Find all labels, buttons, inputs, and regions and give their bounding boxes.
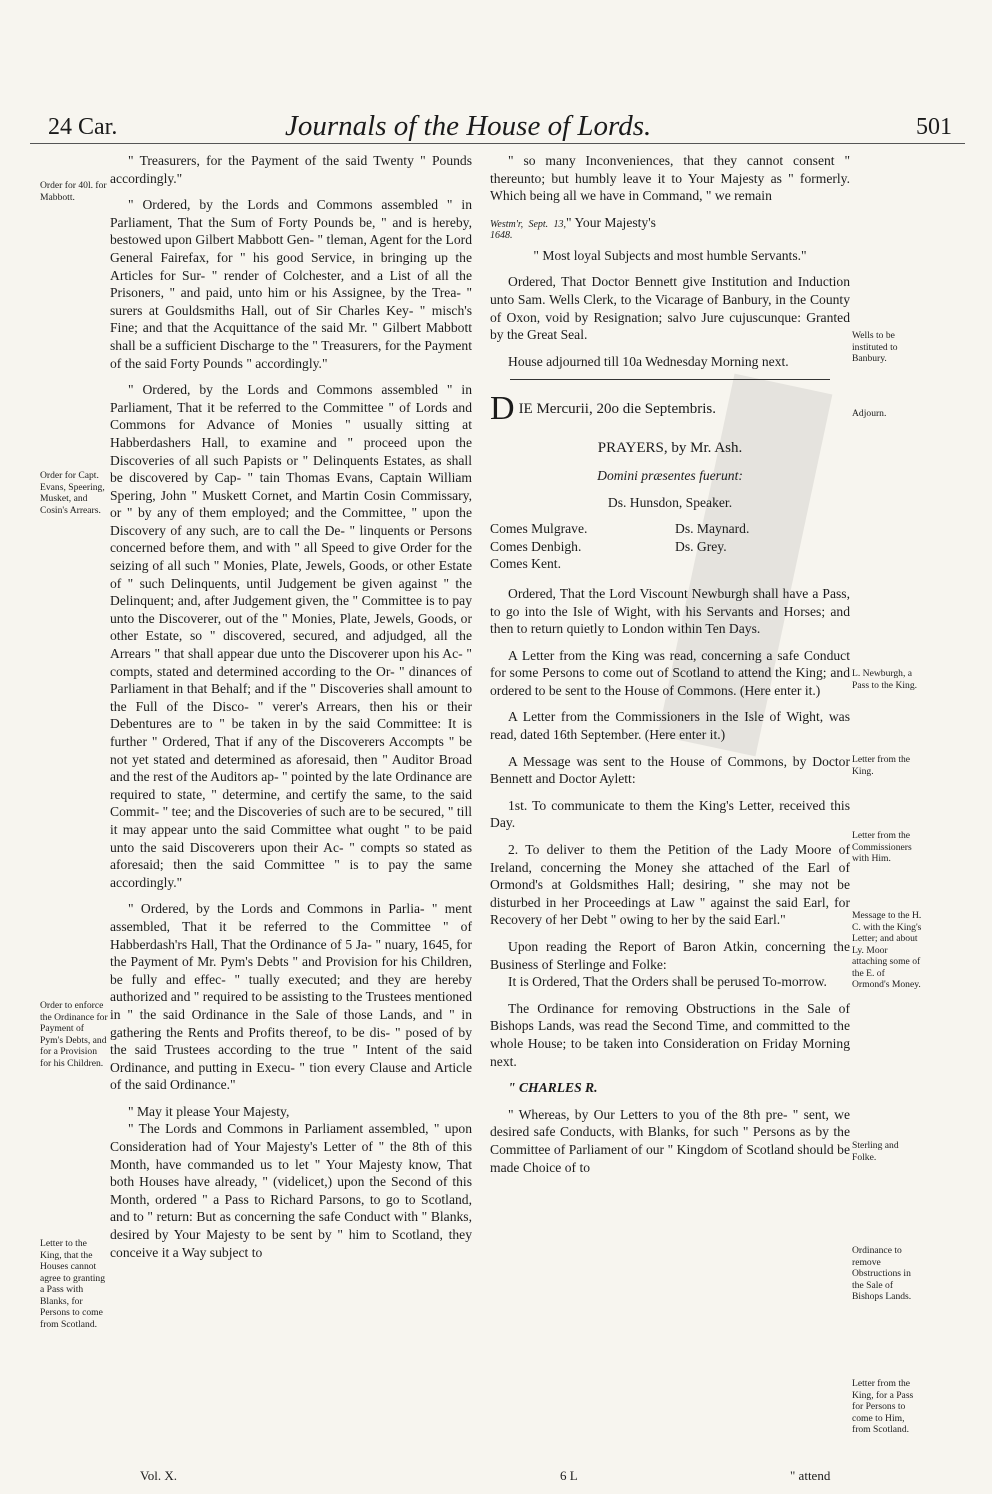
page-number: 501 <box>916 114 952 140</box>
dateline <box>490 214 850 241</box>
margin-note: Letter from the Commissioners with Him. <box>852 830 912 864</box>
attendee: Comes Denbigh. <box>490 538 582 554</box>
attendance-col-right <box>675 520 749 573</box>
paragraph: 1st. To communicate to them the King's Letter, received this Day. <box>490 797 850 831</box>
margin-note: Order for Capt. Evans, Speering, Musket, and Cosin's Arrears. <box>40 470 105 516</box>
volume-mark: Vol. X. <box>140 1468 177 1483</box>
attendee: Ds. Maynard. <box>675 521 750 537</box>
section-rule <box>510 379 830 380</box>
signature-mark: 6 L <box>560 1468 578 1483</box>
paragraph: " Treasurers, for the Payment of the said Twenty " Pounds accordingly." <box>110 153 472 186</box>
attendee: Comes Mulgrave. <box>490 521 588 537</box>
right-column <box>490 152 850 1185</box>
margin-note: Order to enforce the Ordinance for Payment of Pym's Debts, and for a Provision for his Children. <box>40 1000 108 1069</box>
closing-line: " Your Majesty's <box>566 214 656 230</box>
paragraph: A Letter from the Commissioners in the Isle of Wight, was read, dated 16th September. (Here enter it.) <box>490 709 850 743</box>
margin-note: Letter from the King, for a Pass for Persons to come to Him, from Scotland. <box>852 1378 914 1435</box>
attendance-heading: Domini præsentes fuerunt: <box>597 467 743 483</box>
margin-note: Ordinance to remove Obstructions in the Sale of Bishops Lands. <box>852 1245 912 1302</box>
paragraph: The Ordinance for removing Obstructions in the Sale of Bishops Lands, was read the Second Time, and committed to the whole House; to be taken into Consideration on Friday Morning next. <box>490 1000 850 1069</box>
margin-note: L. Newburgh, a Pass to the King. <box>852 668 918 691</box>
paragraph: Ordered, That the Lord Viscount Newburgh shall have a Pass, to go into the Isle of Wight, with his Servants and Horses; and then to return quietly to London within Ten Days. <box>490 585 850 637</box>
catchword: " attend <box>790 1468 831 1483</box>
margin-note: Sterling and Folke. <box>852 1140 899 1163</box>
attendee: Comes Kent. <box>490 556 561 572</box>
paragraph: Upon reading the Report of Baron Atkin, concerning the Business of Sterlinge and Folke: <box>490 939 850 972</box>
attendee: Ds. Grey. <box>675 538 727 554</box>
attendance-list <box>490 520 850 573</box>
paragraph: " so many Inconveniences, that they cannot consent " thereunto; but humbly leave it to Your Majesty as " formerly. Which being all we have in Command, " we remain <box>490 153 850 204</box>
margin-note: Message to the H. C. with the King's Letter; and about Ly. Moor attaching some of the E. of Ormond's Money. <box>852 910 922 990</box>
margin-note: Adjourn. <box>852 408 887 419</box>
margin-note: Letter from the King. <box>852 754 911 777</box>
header-rule <box>30 143 965 144</box>
signature-line: " Most loyal Subjects and most humble Servants." <box>533 247 807 263</box>
paragraph: " Ordered, by the Lords and Commons in Parlia- " ment assembled, That it be referred to the Committee " of Habberdash'rs Hall, That the Ordinance of 5 Ja- " nuary, 1645, for the Payment of Mr. Pym's Debts " and Provision for his Children, be fully and effec- " tually executed; and they are hereby authorized and " required to be assisting to the Trustees mentioned in " the said Ordinance in the Sale of those Lands, and " in gathering the Rents and Profits thereof, to be dis- " posed of by the said Trustees according to the true " Intent of the said Ordinance, and putting in Execu- " tion every Clause and Article of the said Ordinance." <box>110 901 472 1093</box>
margin-note: Wells to be instituted to Banbury. <box>852 330 898 364</box>
attendance-col-left <box>490 520 675 573</box>
margin-note: Letter to the King, that the Houses cannot agree to granting a Pass with Blanks, for Persons to come from Scotland. <box>40 1238 105 1330</box>
day-heading-text: IE Mercurii, 20o die Septembris. <box>518 401 717 418</box>
paragraph: A Letter from the King was read, concerning a safe Conduct for some Persons to come out of Scotland to attend the King; and ordered to be sent to the House of Commons. (Here enter it.) <box>490 647 850 698</box>
paragraph: " Ordered, by the Lords and Commons assembled " in Parliament, That it be referred to the Committee " of Lords and Commons for Advance of Monies " usually sitting at Habberdashers Hall, to examine and " proceed upon the Discoveries of all such Papists or " Delinquents Estates, as shall be discovered by Cap- " tain Thomas Evans, Captain William Spering, John " Muskett Cornet, and Martin Cosin Commissary, or " by any of them employed; and the Committee, " upon the Discovery of any such, are to call the De- " linquents or Persons concerned before them, and with " all Speed to give Order for the seizing of all such " Monies, Plate, Jewels, Goods, or other Estate of " such Delinquents, until Judgement be given against " the Delinquent; and, after Judgement given, the " Committee is to pay unto the Discoverer, out of the " Monies, Plate, Jewels, Goods, or other Estate, so " discovered, secured, and adjudged, all the Arrears " that shall appear due unto the Discoverer upon his Ac- " compts, stated and determined according to the Or- " dinances of Parliament in that Behalf; and if the " Discoveries shall amount to the Full of the Disco- " verer's Arrears, then his or their Debentures are to " be taken in by the said Committee: It is further " Ordered, That if any of the Discoverers Accompts " be not yet stated and determined as aforesaid, then " Auditor Broad and the rest of the Auditors ap- " pointed by the late Ordinance are required to state, " determine, and certify the same, to the said Commit- " tee; and the Discoveries of such are to be secured, " till it may appear unto the said Committee what ought " to be paid unto the said Discoverers upon their Ac- " compts so stated as aforesaid; then the said Committee " is to pay the same accordingly." <box>110 382 472 890</box>
paragraph: " Ordered, by the Lords and Commons assembled " in Parliament, That the Sum of Forty Pounds be, " and is hereby, bestowed upon Gilbert Mabbott Gen- " tleman, Agent for the Lord General Fairefax, for " his good Service, in bringing up the Articles for Sur- " render of Colchester, and a List of all the Prisoners, " and paid, unto him or his Assignee, by the Trea- " surers at Gouldsmiths Hall, out of Sir Charles Key- " misch's Fine; and that the Acquittance of the said Mr. " Gilbert Mabbott shall be a sufficient Discharge to the " Treasurers, for the Payment of the said Forty Pounds " accordingly." <box>110 197 472 371</box>
paragraph: 2. To deliver to them the Petition of the Lady Moore of Ireland, concerning the Money she attached of the Earl of Ormond's at Goldsmithes Hall; desiring, " she may not be disturbed in her Proceedings at Law " against the said Earl, for Recovery of her Debt " owing to her by the said Earl." <box>490 842 850 928</box>
paragraph: " The Lords and Commons in Parliament assembled, " upon Consideration had of Your Majesty's Letter of " the 8th of this Month, have commanded us to let " Your Majesty know, That both Houses have already, " (videlicet,) upon the Second of this Month, ordered " a Pass to Richard Parsons, to go to Scotland, and to " return: But as concerning the safe Conduct with " Blanks, desired by Your Majesty to be sent by " him to Scotland, they conceive it a Way subject to <box>110 1121 472 1260</box>
prayers-line: PRAYERS, by Mr. Ash. <box>597 440 743 457</box>
paragraph: A Message was sent to the House of Commons, by Doctor Bennett and Doctor Aylett: <box>490 753 850 787</box>
salutation: " May it please Your Majesty, <box>128 1103 290 1119</box>
margin-note: Order for 40l. for Mabbott. <box>40 180 107 203</box>
drop-cap: D <box>490 392 515 427</box>
letter-heading: " CHARLES R. <box>508 1080 598 1096</box>
paragraph: Ordered, That Doctor Bennett give Institution and Induction unto Sam. Wells Clerk, to the Vicarage of Banbury, in the County of Oxon, void by Resignation; salvo Jure cujuscunque: Granted by the Great Seal. <box>490 274 850 343</box>
left-column <box>110 152 472 1270</box>
paragraph: " Whereas, by Our Letters to you of the 8th pre- " sent, we desired safe Conducts, with Blanks, for such " Persons as by the Committee of Parliament of our " Kingdom of Scotland should be made Choice of to <box>490 1106 850 1175</box>
running-head-left: 24 Car. <box>48 114 118 140</box>
dateline-place: Westm'r, Sept. 13, 1648. <box>490 218 566 241</box>
paragraph: It is Ordered, That the Orders shall be perused To-morrow. <box>508 974 827 990</box>
day-heading <box>490 392 850 426</box>
speaker-line: Ds. Hunsdon, Speaker. <box>607 494 733 510</box>
adjournment: House adjourned till 10a Wednesday Morning next. <box>508 353 789 369</box>
running-head-title: Journals of the House of Lords. <box>285 110 652 142</box>
